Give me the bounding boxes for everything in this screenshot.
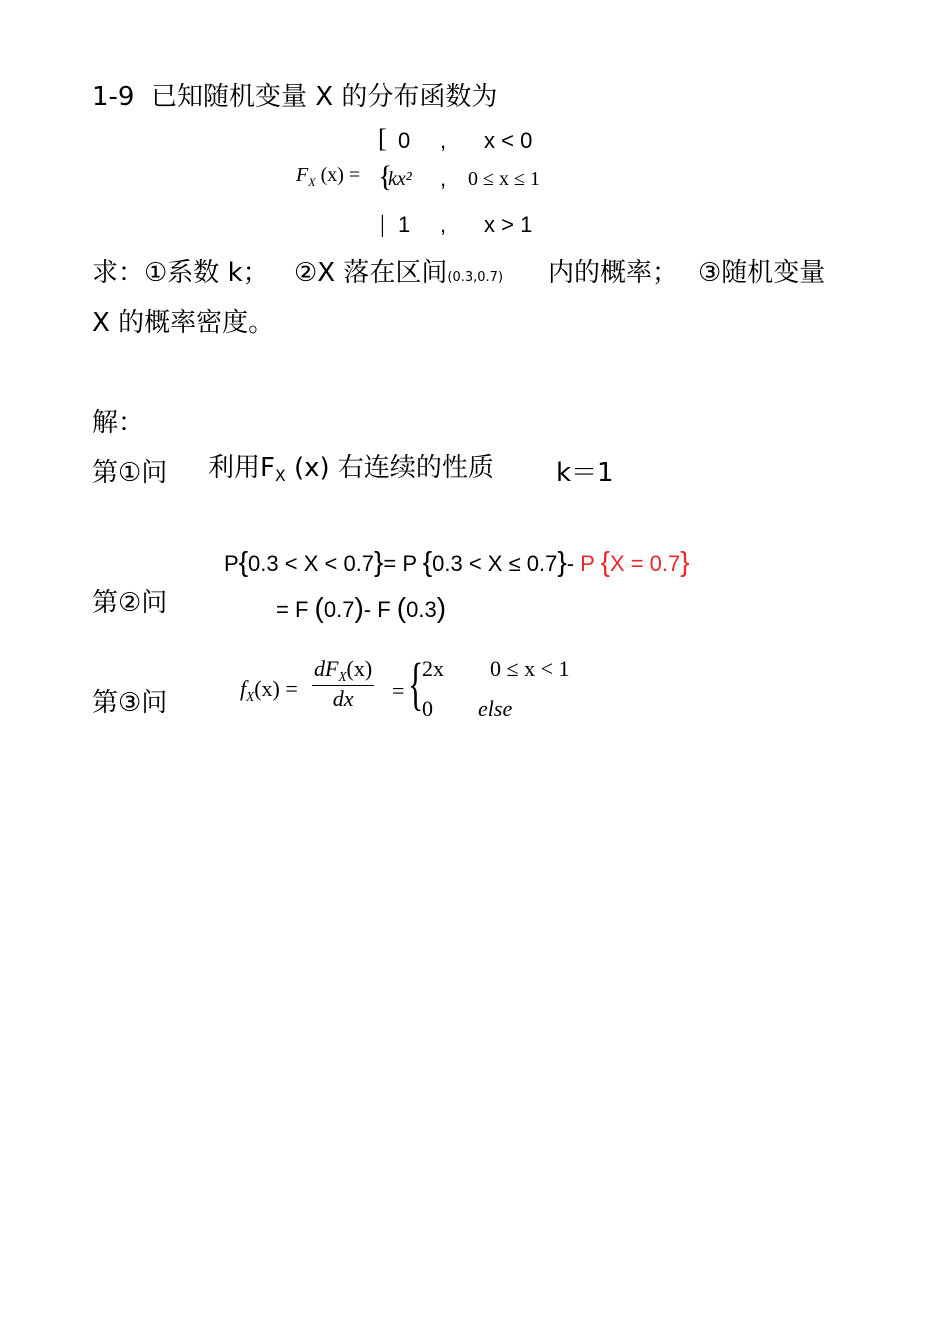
q1-text-pre: 利用 bbox=[208, 453, 261, 483]
q2-F1: = F bbox=[276, 597, 309, 622]
q2-brace-close-2: } bbox=[557, 546, 567, 577]
solution-heading: 解： bbox=[92, 408, 145, 438]
cdf-arg: (x) = bbox=[320, 164, 361, 186]
q1-text bbox=[208, 447, 494, 485]
q2-val1: 0.7 bbox=[323, 597, 355, 622]
q3-brace: { bbox=[408, 651, 424, 716]
q2-brace-close-1: } bbox=[374, 546, 384, 577]
cdf-brace-mid: { bbox=[378, 160, 393, 193]
cdf-brace-top: [ bbox=[378, 124, 387, 153]
cdf-case3-comma: , bbox=[440, 212, 447, 237]
q3-f-arg: (x) = bbox=[254, 676, 298, 701]
q2-label: 第②问 bbox=[92, 588, 168, 618]
q3-f: f bbox=[240, 676, 247, 701]
q2-paren-close-1: ) bbox=[354, 592, 364, 623]
q1-result: k＝1 bbox=[556, 458, 614, 488]
q3-case2-cond: else bbox=[478, 696, 513, 721]
cdf-case2-value: kx² bbox=[388, 168, 412, 190]
q3-num-arg: (x) bbox=[346, 656, 373, 681]
cdf-F: F bbox=[296, 164, 309, 186]
cdf-case2-cond: 0 ≤ x ≤ 1 bbox=[468, 168, 540, 190]
cdf-sub: X bbox=[308, 175, 316, 189]
q2-paren-close-2: ) bbox=[436, 592, 447, 623]
q2-line2 bbox=[276, 592, 446, 624]
q2-event2: 0.3 < X ≤ 0.7 bbox=[432, 551, 558, 576]
q1-text-post: (x) 右连续的性质 bbox=[293, 453, 494, 483]
q2-red-brace-open: { bbox=[600, 546, 610, 577]
q1-F-sub: X bbox=[274, 467, 286, 485]
ask-line2: X 的概率密度。 bbox=[92, 308, 275, 338]
cdf-case1-comma: , bbox=[440, 128, 447, 153]
q3-num-d: dF bbox=[314, 656, 339, 681]
cdf-brace-bottom: | bbox=[380, 212, 385, 238]
q3-eq: = bbox=[392, 678, 405, 703]
ask-part2-suffix: 内的概率； bbox=[548, 258, 679, 288]
q2-eq-p2: = P bbox=[383, 551, 417, 576]
cdf-case3-value: 1 bbox=[398, 212, 411, 237]
q3-case2-val: 0 bbox=[422, 696, 433, 721]
cdf-case1-value: 0 bbox=[398, 128, 411, 153]
q2-brace-open-2: { bbox=[422, 546, 433, 577]
q3-fraction bbox=[312, 656, 374, 712]
cdf-case1-cond: x < 0 bbox=[484, 128, 533, 153]
cdf-lhs bbox=[296, 164, 360, 190]
q2-paren-open-2: ( bbox=[396, 592, 407, 623]
q2-minus: - bbox=[566, 551, 581, 576]
q3-label: 第③问 bbox=[92, 688, 168, 718]
q3-case1-val: 2x bbox=[422, 656, 444, 681]
q2-event1: 0.3 < X < 0.7 bbox=[248, 551, 375, 576]
q3-f-sub: X bbox=[246, 689, 255, 704]
q3-frac bbox=[312, 656, 374, 712]
q2-F2: - F bbox=[363, 597, 391, 622]
q2-red-event: X = 0.7 bbox=[609, 551, 681, 576]
q2-red-brace-close: } bbox=[680, 546, 690, 577]
problem-number: 1-9 bbox=[92, 82, 135, 112]
problem-title bbox=[92, 76, 497, 113]
q2-brace-open-1: { bbox=[238, 546, 249, 577]
ask-interval: (0.3,0.7) bbox=[447, 270, 504, 285]
q2-line1 bbox=[224, 546, 690, 578]
q2-red-p: P bbox=[580, 551, 595, 576]
q3-numerator bbox=[312, 656, 374, 686]
ask-part2 bbox=[294, 252, 503, 289]
ask-part1: 求：①系数 k； bbox=[92, 258, 269, 288]
q3-lhs bbox=[240, 676, 298, 705]
q1-label: 第①问 bbox=[92, 458, 168, 488]
q2-p1: P bbox=[224, 551, 239, 576]
ask-part2-text: ②X 落在区间 bbox=[294, 258, 448, 288]
cdf-case3-cond: x > 1 bbox=[484, 212, 533, 237]
q2-val2: 0.3 bbox=[406, 597, 437, 622]
cdf-case2-comma: , bbox=[440, 166, 447, 191]
ask-part3: ③随机变量 bbox=[698, 258, 826, 288]
q2-paren-open-1: ( bbox=[314, 592, 324, 623]
q3-num-sub: X bbox=[338, 669, 347, 684]
q3-case1-cond: 0 ≤ x < 1 bbox=[490, 656, 570, 681]
q3-denominator: dx bbox=[332, 686, 354, 711]
q1-F: F bbox=[260, 453, 275, 483]
problem-intro: 已知随机变量 X 的分布函数为 bbox=[151, 82, 498, 112]
